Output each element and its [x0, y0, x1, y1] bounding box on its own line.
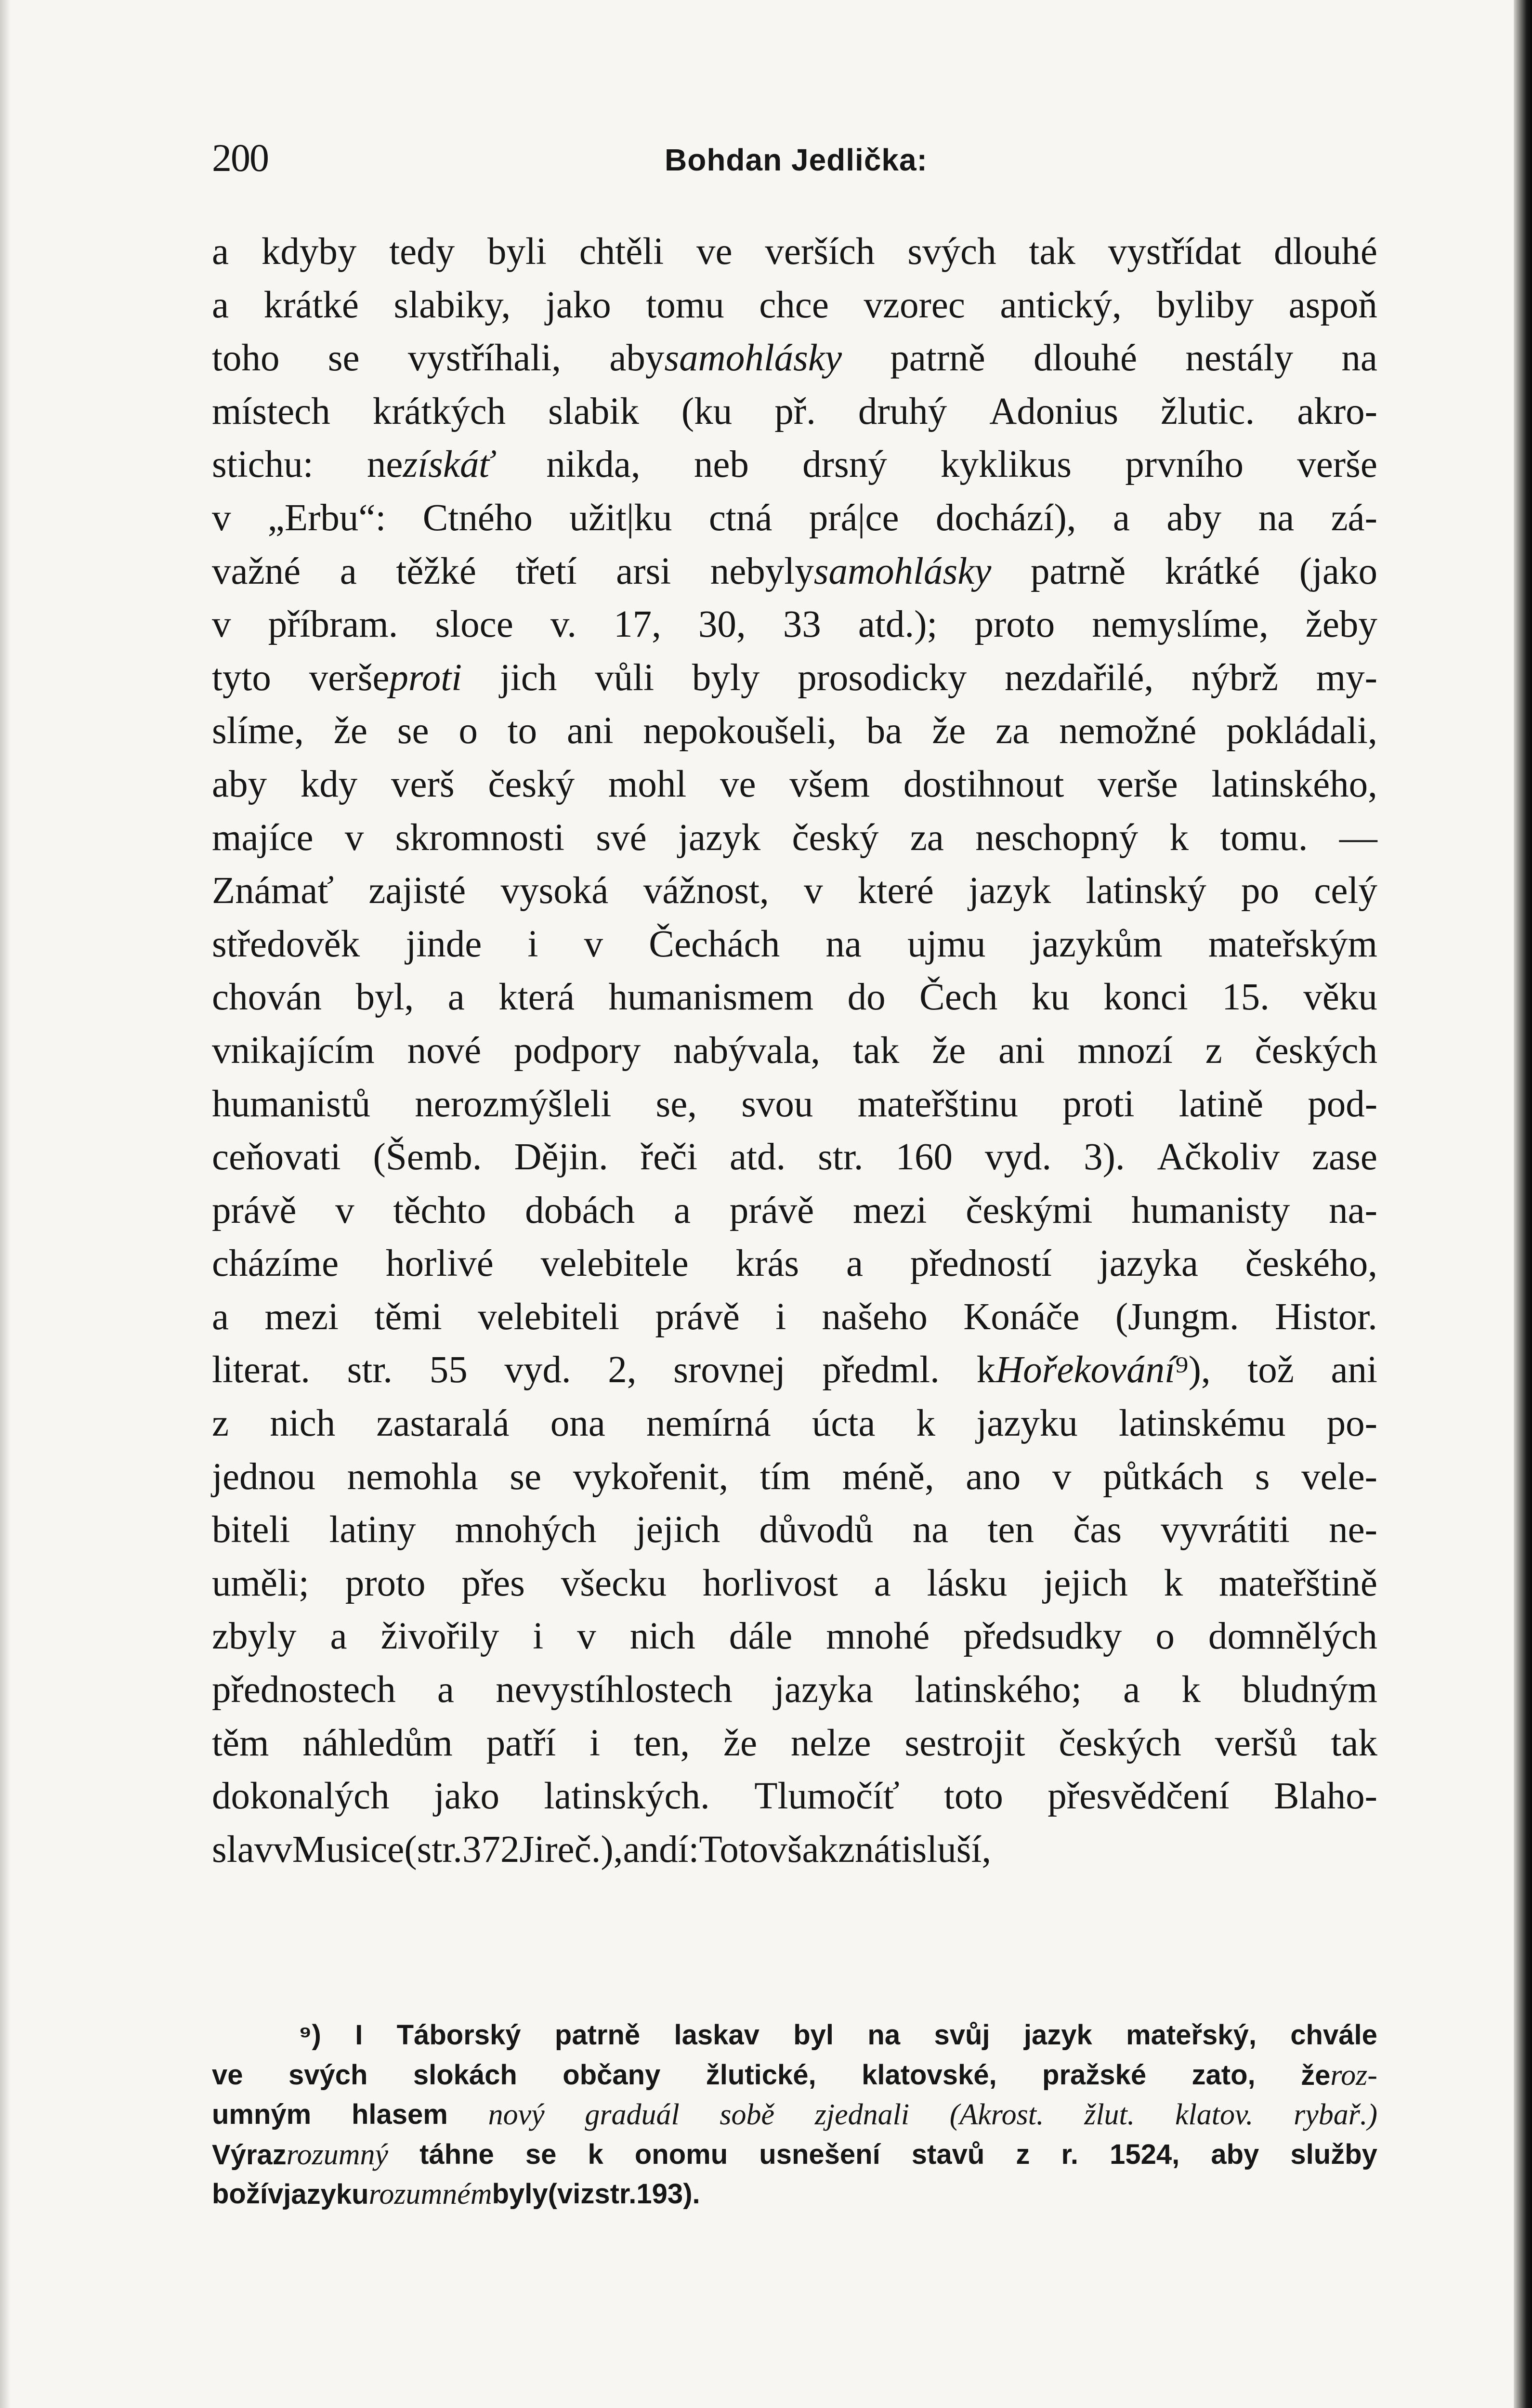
body-line-19: právě v těchto dobách a právě mezi českými humanisty na- [212, 1189, 1377, 1231]
body-line-16: vnikajícím nové podpory nabývala, tak že ani mnozí z českých [212, 1029, 1377, 1072]
body-line-8: v příbram. sloce v. 17, 30, 33 atd.); proto nemyslíme, žeby [212, 603, 1377, 646]
body-line-14: středověk jinde i v Čechách na ujmu jazykům mateřským [212, 923, 1377, 965]
body-line-29: těm náhledům patří i ten, že nelze sestrojit českých veršů tak [212, 1722, 1377, 1764]
body-line-9: tyto veršeproti jich vůli byly prosodicky nezdařilé, nýbrž my- [212, 656, 1377, 699]
footnote-line-1: ⁹) I Táborský patrně laskav byl na svůj jazyk mateřský, chvále [299, 2019, 1377, 2051]
page-number: 200 [212, 136, 268, 180]
footnote-line-5: boží v jazykurozumném byly (viz str. 193). [212, 2178, 700, 2211]
body-line-22: literat. str. 55 vyd. 2, srovnej předml. kHořekování⁹), tož ani [212, 1349, 1377, 1391]
body-line-3: toho se vystříhali, abysamohlásky patrně dlouhé nestály na [212, 337, 1377, 380]
body-line-30: dokonalých jako latinských. Tlumočíť toto přesvědčení Blaho- [212, 1775, 1377, 1818]
footnote-line-3: umným hlasem nový graduál sobě zjednali (Akrost. žlut. klatov. rybař.) [212, 2098, 1377, 2131]
body-line-1: a kdyby tedy byli chtěli ve verších svých tak vystřídat dlouhé [212, 231, 1377, 273]
body-text [212, 225, 1377, 1876]
body-line-25: biteli latiny mnohých jejich důvodů na ten čas vyvrátiti ne- [212, 1509, 1377, 1551]
body-line-26: uměli; proto přes všecku horlivost a lásku jejich k mateřštině [212, 1562, 1377, 1604]
right-page-edge [1514, 0, 1532, 2408]
body-line-23: z nich zastaralá ona nemírná úcta k jazyku latinskému po- [212, 1402, 1377, 1445]
running-head: Bohdan Jedlička: [665, 143, 928, 177]
body-line-31: slav v Musice (str. 372 Jireč.), an dí: Toto však znáti sluší, [212, 1828, 992, 1871]
left-page-edge [0, 0, 11, 2408]
footnotes [212, 2015, 1377, 2214]
body-line-24: jednou nemohla se vykořenit, tím méně, ano v půtkách s vele- [212, 1455, 1377, 1498]
body-line-11: aby kdy verš český mohl ve všem dostihnout verše latinského, [212, 763, 1377, 805]
body-line-12: majíce v skromnosti své jazyk český za neschopný k tomu. — [212, 816, 1377, 859]
body-line-17: humanistů nerozmýšleli se, svou mateřštinu proti latině pod- [212, 1083, 1377, 1125]
footnote-line-2: ve svých slokách občany žlutické, klatovské, pražské zato, žeroz- [212, 2058, 1377, 2092]
body-line-21: a mezi těmi velebiteli právě i našeho Konáče (Jungm. Histor. [212, 1296, 1377, 1338]
body-line-6: v „Erbu“: Ctného užit|ku ctná prá|ce dochází), a aby na zá- [212, 497, 1377, 539]
body-line-13: Známať zajisté vysoká vážnost, v které jazyk latinský po celý [212, 870, 1377, 912]
body-line-7: važné a těžké třetí arsi nebylysamohlásky patrně krátké (jako [212, 550, 1377, 592]
body-line-27: zbyly a živořily i v nich dále mnohé předsudky o domnělých [212, 1615, 1377, 1658]
footnote-line-4: Výrazrozumný táhne se k onomu usnešení stavů z r. 1524, aby služby [212, 2138, 1377, 2171]
body-line-28: přednostech a nevystíhlostech jazyka latinského; a k bludným [212, 1669, 1377, 1711]
body-line-10: slíme, že se o to ani nepokoušeli, ba že za nemožné pokládali, [212, 710, 1377, 752]
body-line-18: ceňovati (Šemb. Dějin. řeči atd. str. 160 vyd. 3). Ačkoliv zase [212, 1136, 1377, 1178]
page-header [212, 129, 1392, 187]
body-line-20: cházíme horlivé velebitele krás a předností jazyka českého, [212, 1243, 1377, 1285]
body-line-15: chován byl, a která humanismem do Čech ku konci 15. věku [212, 976, 1377, 1019]
body-line-4: místech krátkých slabik (ku př. druhý Adonius žlutic. akro- [212, 390, 1377, 432]
body-line-5: stichu: nezískáť nikda, neb drsný kyklikus prvního verše [212, 444, 1377, 486]
body-line-2: a krátké slabiky, jako tomu chce vzorec antický, byliby aspoň [212, 284, 1377, 326]
